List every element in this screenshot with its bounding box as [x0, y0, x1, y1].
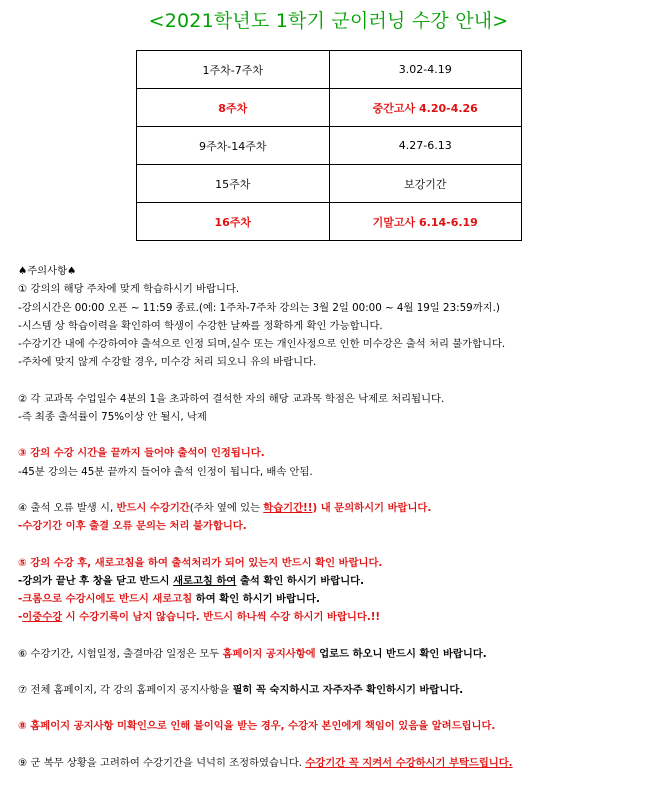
spacer [18, 426, 648, 444]
schedule-week: 16주차 [137, 203, 330, 241]
note-5-highlight: -크롬으로 수강시에도 반드시 새로고침 [18, 593, 193, 606]
note-5-text: 하여 확인 하시기 바랍니다. [192, 593, 320, 606]
note-7-text: ⑦ 전체 홈페이지, 각 강의 홈페이지 공지사항을 [18, 684, 233, 697]
schedule-period: 보강기간 [329, 165, 522, 203]
note-6-text: 업로드 하오니 반드시 확인 바랍니다. [315, 647, 487, 660]
note-1-line: -수강기간 내에 수강하여야 출석으로 인정 되며,실수 또는 개인사정으로 인한 미수강은 출석 처리 불가합니다. [18, 338, 506, 351]
note-4-highlight: ) 내 문의하시기 바랍니다. [312, 501, 432, 514]
note-1-line: -시스템 상 학습이력을 확인하여 학생이 수강한 날짜를 정확하게 확인 가능합니다. [18, 319, 383, 332]
note-4-line [18, 499, 648, 517]
note-2-line: ② 각 교과목 수업일수 4분의 1을 초과하여 결석한 자의 해당 교과목 학점은 낙제로 처리됩니다. [18, 392, 445, 405]
schedule-week: 8주차 [137, 89, 330, 127]
spacer [18, 372, 648, 390]
schedule-week: 9주차-14주차 [137, 127, 330, 165]
schedule-period: 중간고사 4.20-4.26 [329, 89, 522, 127]
note-6-highlight: 홈페이지 공지사항에 [222, 647, 316, 660]
note-5-text: - [18, 611, 23, 624]
notes-section [18, 262, 648, 772]
schedule-row-midterm [137, 89, 522, 127]
note-5-line: ⑤ 강의 수강 후, 새로고침을 하여 출석처리가 되어 있는지 반드시 확인 바랍니다. [18, 556, 383, 569]
note-2-line: -즉 최종 출석률이 75%이상 안 될시, 낙제 [18, 411, 207, 424]
page-title: <2021학년도 1학기 군이러닝 수강 안내> [148, 10, 509, 32]
note-9-text: ⑨ 군 복무 상황을 고려하여 수강기간을 넉넉히 조정하였습니다. [18, 756, 306, 769]
note-4-text: ④ 출석 오류 발생 시, [18, 501, 117, 514]
note-6-line [18, 645, 648, 663]
schedule-period: 기말고사 6.14-6.19 [329, 203, 522, 241]
note-5-text: 시 수강기록이 남지 않습니다. 반드시 하나씩 수강 하시기 바랍니다.!! [62, 611, 381, 624]
note-4-underlined: 학습기간!! [263, 501, 313, 514]
schedule-period: 3.02-4.19 [329, 51, 522, 89]
note-1-line: -주차에 맞지 않게 수강할 경우, 미수강 처리 되오니 유의 바랍니다. [18, 356, 317, 369]
note-5-text: -강의가 끝난 후 창을 닫고 반드시 [18, 574, 174, 587]
note-9-line [18, 754, 648, 772]
spacer [18, 536, 648, 554]
note-5-text: 출석 확인 하시기 바랍니다. [236, 574, 365, 587]
schedule-row [137, 165, 522, 203]
note-5-line [18, 572, 648, 590]
schedule-period: 4.27-6.13 [329, 127, 522, 165]
note-5-line [18, 590, 648, 608]
note-1-line: ① 강의의 해당 주차에 맞게 학습하시기 바랍니다. [18, 283, 240, 296]
schedule-row [137, 127, 522, 165]
schedule-week: 15주차 [137, 165, 330, 203]
note-6-text: ⑥ 수강기간, 시험일정, 출결마감 일정은 모두 [18, 647, 223, 660]
note-9-underlined: 수강기간 꼭 지켜서 수강하시기 부탁드립니다. [305, 756, 513, 769]
schedule-row [137, 51, 522, 89]
note-5-underlined: 이중수강 [22, 611, 63, 624]
note-1-line: -강의시간은 00:00 오픈 ~ 11:59 종료.(예: 1주차-7주차 강의는 3월 2일 00:00 ~ 4월 19일 23:59까지.) [18, 301, 500, 314]
note-5-line [18, 608, 648, 626]
note-4-highlight: 반드시 수강기간 [116, 501, 190, 514]
note-7-line [18, 681, 648, 699]
note-4-text: (주차 옆에 있는 [189, 501, 264, 514]
spacer [18, 699, 648, 717]
note-8-line: ⑧ 홈페이지 공지사항 미확인으로 인해 불이익을 받는 경우, 수강자 본인에게 책임이 있음을 알려드립니다. [18, 720, 496, 733]
spacer [18, 481, 648, 499]
spacer [18, 663, 648, 681]
notes-header: ♠주의사항♠ [18, 265, 77, 277]
schedule-table [136, 50, 522, 241]
note-3-line: ③ 강의 수강 시간을 끝까지 들어야 출석이 인정됩니다. [18, 447, 265, 460]
note-4-line: -수강기간 이후 출결 오류 문의는 처리 불가합니다. [18, 520, 247, 533]
note-7-bold: 필히 꼭 숙지하시고 자주자주 확인하시기 바랍니다. [232, 684, 464, 697]
schedule-row-final [137, 203, 522, 241]
schedule-week: 1주차-7주차 [137, 51, 330, 89]
spacer [18, 736, 648, 754]
note-5-underlined: 새로고침 하여 [173, 574, 237, 587]
note-3-line: -45분 강의는 45분 끝까지 들어야 출석 인정이 됩니다, 배속 안됨. [18, 465, 313, 478]
spacer [18, 627, 648, 645]
